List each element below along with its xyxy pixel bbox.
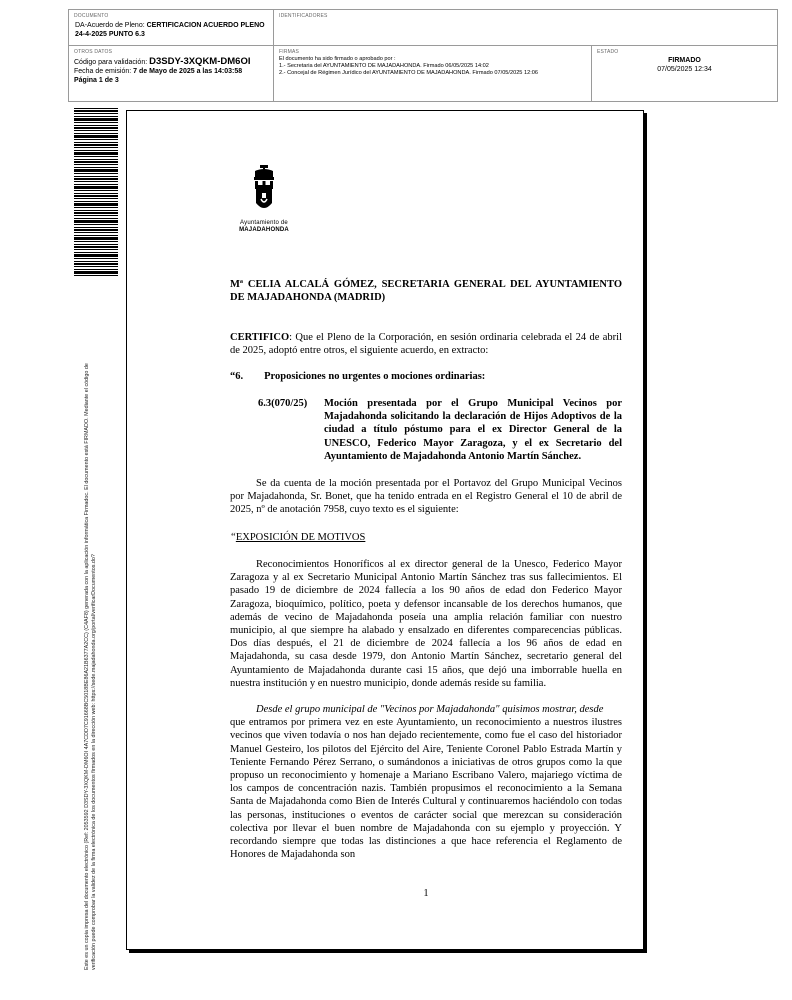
side-verification-text <box>84 300 98 970</box>
documento-value <box>74 21 268 39</box>
documento-cell <box>69 10 274 46</box>
page-number: 1 <box>423 888 429 899</box>
mocion-number: 6.3(070/25) <box>258 398 308 409</box>
otros-datos-label: OTROS DATOS <box>74 49 113 55</box>
ayuntamiento-logo <box>226 165 302 234</box>
paragraph-vecinos-italic: Desde el grupo municipal de "Vecinos por Majadahonda" quisimos mostrar, desde <box>256 704 604 715</box>
cuenta-paragraph: Se da cuenta de la moción presentada por el Portavoz del Grupo Municipal Vecinos por Majadahonda, Sr. Bonet, que ha tenido entrada en el Registro General el 10 de abril de 2025, nº de anotación 7958, cuyo texto es el siguiente: <box>230 478 622 516</box>
firma-2: 2.- Concejal de Régimen Jurídico del AYUNTAMIENTO DE MAJADAHONDA. Firmado 07/05/2025 12:06 <box>279 70 538 76</box>
estado-value: FIRMADO <box>668 57 701 64</box>
barcode <box>74 108 118 278</box>
estado-label: ESTADO <box>597 49 619 55</box>
side-text-line-2: verificación puede comprobar la validez de la firma electrónica de los documentos firmados en la dirección web: https://sede.majadahonda.org/portal/verificarDocumentos.do? <box>91 554 97 970</box>
pagina-label: Página 1 de 3 <box>74 77 119 84</box>
paragraph-reconocimientos: Reconocimientos Honoríficos al ex director general de la Unesco, Federico Mayor Zaragoza y al ex Secretario Municipal Antonio Martín Sánchez tras sus fallecimientos. El pasado 19 de diciembre de 2024 fallecía a los 90 años de edad don Federico Mayor Zaragoza, bioquímico, político, poeta y defensor incansable de los derechos humanos, que además de vecino de Majadahonda poseía una amplia relación familiar con nuestro municipio, al que siempre ha alabado y ensalzado en diferentes comparecencias públicas. Dos días después, el 21 de diciembre de 2024 fallecía a los 96 años de edad en Majadahonda, su casa desde 1979, don Antonio Martín Sánchez, secretario general del Ayuntamiento de Majadahonda durante casi 15 años, que dejó una imborrable huella en nuestra institución y en nuestro municipio, donde además reside su familia. <box>230 559 622 689</box>
certifico-label: CERTIFICO <box>230 332 290 343</box>
codigo-prefix: Código para validación: <box>74 59 148 66</box>
certifico-paragraph <box>230 331 622 357</box>
mocion-title: Moción presentada por el Grupo Municipal Vecinos por Majadahonda solicitando la declaración de Hijos Adoptivos de la ciudad a título póstumo para el ex Director General de la UNESCO, Federico Mayor Zaragoza, y el ex Secretario del Ayuntamiento de Majadahonda Antonio Martín Sánchez. <box>324 398 622 462</box>
fecha-emision <box>74 67 268 76</box>
firma-1: 1.- Secretaria del AYUNTAMIENTO DE MAJADAHONDA. Firmado 06/05/2025 14:02 <box>279 63 489 69</box>
exposicion-quote: “ <box>230 532 236 543</box>
document-header <box>68 9 778 102</box>
punto-heading: “6. Proposiciones no urgentes o mociones ordinarias: <box>230 371 486 382</box>
paragraph-vecinos-text: que entramos por primera vez en este Ayuntamiento, un reconocimiento a nuestros ilustres vecinos que viven todavía o nos han dejado recientemente, como fue el caso del historiador Manuel Gesteiro, los pilotos del Ejército del Aire, Teniente Coronel Pablo Estrada Martín y Teniente Fernando Pérez Serrano, o sumándonos a iniciativas de otros grupos como la que propuso un reconocimiento y homenaje a Mariano Escribano Valero, majariego víctima de los campos de concentración nazis. También propusimos el reconocimiento a la Semana Santa de Majadahonda como Bien de Interés Cultural y continuaremos haciéndolo con todas las personas, instituciones o eventos de carácter social que merezcan su consideración colectiva por llevar el buen nombre de Majadahonda con su ejemplo y proyección. Y recordando siempre que todas las distinciones a que hace referencia el Reglamento de Honores de Majadahonda son <box>230 717 622 861</box>
documento-title: CERTIFICACION ACUERDO PLENO 24-4-2025 PUNTO 6.3 <box>75 22 265 38</box>
fecha-prefix: Fecha de emisión: <box>74 68 132 75</box>
estado-cell <box>592 46 777 101</box>
codigo-value: D3SDY-3XQKM-DM6OI <box>149 56 251 67</box>
estado-date: 07/05/2025 12:34 <box>657 66 712 73</box>
paragraph-vecinos <box>230 703 622 861</box>
estado-block <box>597 56 772 74</box>
codigo-validacion <box>74 57 268 67</box>
exposicion-title: EXPOSICIÓN DE MOTIVOS <box>235 532 366 543</box>
coat-of-arms-icon <box>249 165 279 215</box>
logo-line-1: Ayuntamiento de <box>240 220 288 226</box>
exposicion-heading <box>230 531 622 544</box>
fecha-value: 7 de Mayo de 2025 a las 14:03:58 <box>133 68 243 75</box>
logo-line-2: MAJADAHONDA <box>239 227 289 233</box>
identificadores-label: IDENTIFICADORES <box>279 13 328 19</box>
documento-prefix: DA-Acuerdo de Pleno: <box>75 22 145 29</box>
secretaria-heading: Mª CELIA ALCALÁ GÓMEZ, SECRETARIA GENERAL DEL AYUNTAMIENTO DE MAJADAHONDA (MADRID) <box>230 279 622 304</box>
firmas-label: FIRMAS <box>279 49 300 55</box>
mocion-block <box>258 397 622 463</box>
documento-label: DOCUMENTO <box>74 13 109 19</box>
otros-datos-cell <box>69 46 274 101</box>
firmas-intro: El documento ha sido firmado o aprobado por : <box>279 56 396 62</box>
side-text-line-1: Este es un copia impresa del documento electrónico (Ref: 2053592 D3SDY-3XQKM-DM6OI 4A7CDD7C91668BC5018BE86A21B6377A2CC) (C4AF8) generada con la aplicación informática Firmadoc. El documento está FIRMADO. Mediante el código de <box>84 363 90 970</box>
identificadores-cell <box>274 10 777 46</box>
firmas-cell <box>274 46 592 101</box>
certifico-text: : Que el Pleno de la Corporación, en sesión ordinaria celebrada el 24 de abril de 2025, adoptó entre otros, el siguiente acuerdo, en extracto: <box>230 332 622 357</box>
